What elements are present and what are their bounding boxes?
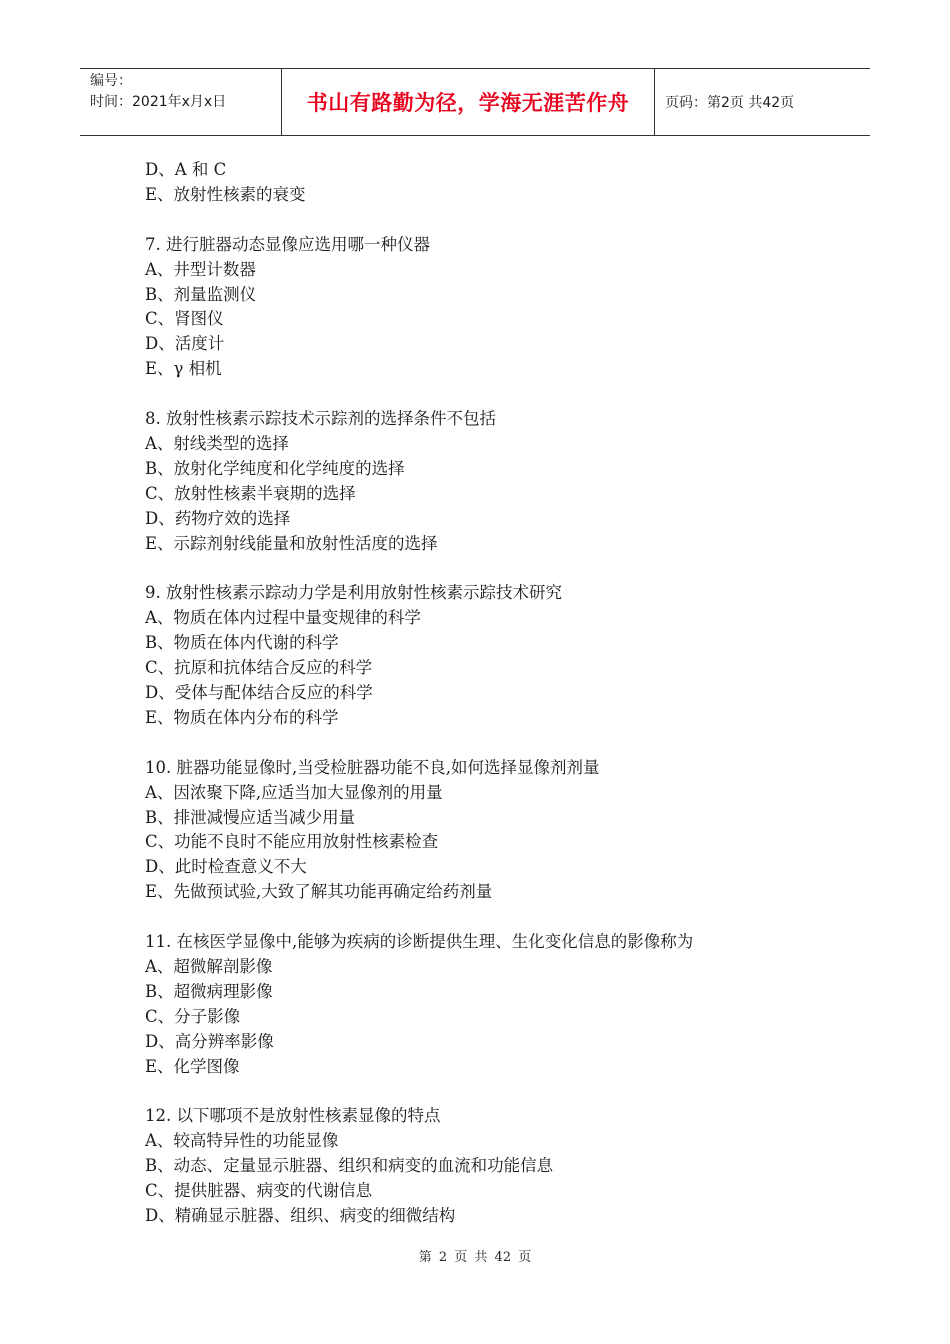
page-header [80,68,870,136]
question-title: 11. 在核医学显像中,能够为疾病的诊断提供生理、生化变化信息的影像称为 [145,932,694,952]
question-block [145,756,845,905]
answer-option: D、此时检查意义不大 [145,857,307,877]
question-block [145,581,845,730]
answer-option: E、γ 相机 [145,359,222,379]
answer-option: D、A 和 C [145,160,227,179]
question-block [145,407,845,556]
answer-option: A、物质在体内过程中量变规律的科学 [145,608,421,628]
answer-option: E、物质在体内分布的科学 [145,707,339,727]
header-motto: 书山有路勤为径，学海无涯苦作舟 [306,91,630,115]
question-title: 12. 以下哪项不是放射性核素显像的特点 [145,1106,441,1126]
answer-option: A、因浓聚下降,应适当加大显像剂的用量 [145,782,443,802]
answer-option: D、受体与配体结合反应的科学 [145,682,373,702]
answer-option: D、药物疗效的选择 [145,508,291,528]
page-footer: 第 2 页 共 42 页 [418,1250,532,1265]
doc-time-label: 时间：2021年x月x日 [90,94,227,110]
question-block [145,158,845,208]
answer-option: E、先做预试验,大致了解其功能再确定给药剂量 [145,882,493,902]
header-page-info: 页码：第2页 共42页 [665,95,795,111]
answer-option: E、放射性核素的衰变 [145,184,306,204]
answer-option: A、射线类型的选择 [145,433,289,453]
answer-option: D、活度计 [145,334,225,354]
answer-option: D、高分辨率影像 [145,1031,274,1051]
answer-option: B、超微病理影像 [145,981,273,1001]
question-block [145,1104,845,1229]
answer-option: A、超微解剖影像 [145,956,273,976]
header-motto-cell [282,69,655,135]
question-block [145,233,845,382]
answer-option: C、放射性核素半衰期的选择 [145,483,356,503]
answer-option: A、较高特异性的功能显像 [145,1131,339,1151]
answer-option: E、化学图像 [145,1056,240,1076]
answer-option: B、物质在体内代谢的科学 [145,633,339,653]
answer-option: C、提供脏器、病变的代谢信息 [145,1181,373,1201]
answer-option: B、放射化学纯度和化学纯度的选择 [145,458,405,478]
header-meta [80,69,282,135]
answer-option: B、动态、定量显示脏器、组织和病变的血流和功能信息 [145,1156,554,1176]
question-title: 10. 脏器功能显像时,当受检脏器功能不良,如何选择显像剂剂量 [145,757,600,777]
answer-option: D、精确显示脏器、组织、病变的细微结构 [145,1205,456,1225]
question-list [145,158,845,1229]
answer-option: C、肾图仪 [145,309,224,329]
header-page-cell [655,69,870,135]
question-title: 7. 进行脏器动态显像应选用哪一种仪器 [145,234,430,254]
answer-option: C、分子影像 [145,1006,241,1026]
answer-option: E、示踪剂射线能量和放射性活度的选择 [145,533,438,553]
doc-number-label: 编号： [90,73,132,89]
answer-option: C、功能不良时不能应用放射性核素检查 [145,832,439,852]
question-title: 8. 放射性核素示踪技术示踪剂的选择条件不包括 [145,409,496,429]
answer-option: B、排泄减慢应适当减少用量 [145,807,356,827]
question-block [145,930,845,1079]
answer-option: C、抗原和抗体结合反应的科学 [145,658,373,678]
answer-option: B、剂量监测仪 [145,284,257,304]
question-title: 9. 放射性核素示踪动力学是利用放射性核素示踪技术研究 [145,583,562,603]
answer-option: A、井型计数器 [145,259,256,279]
